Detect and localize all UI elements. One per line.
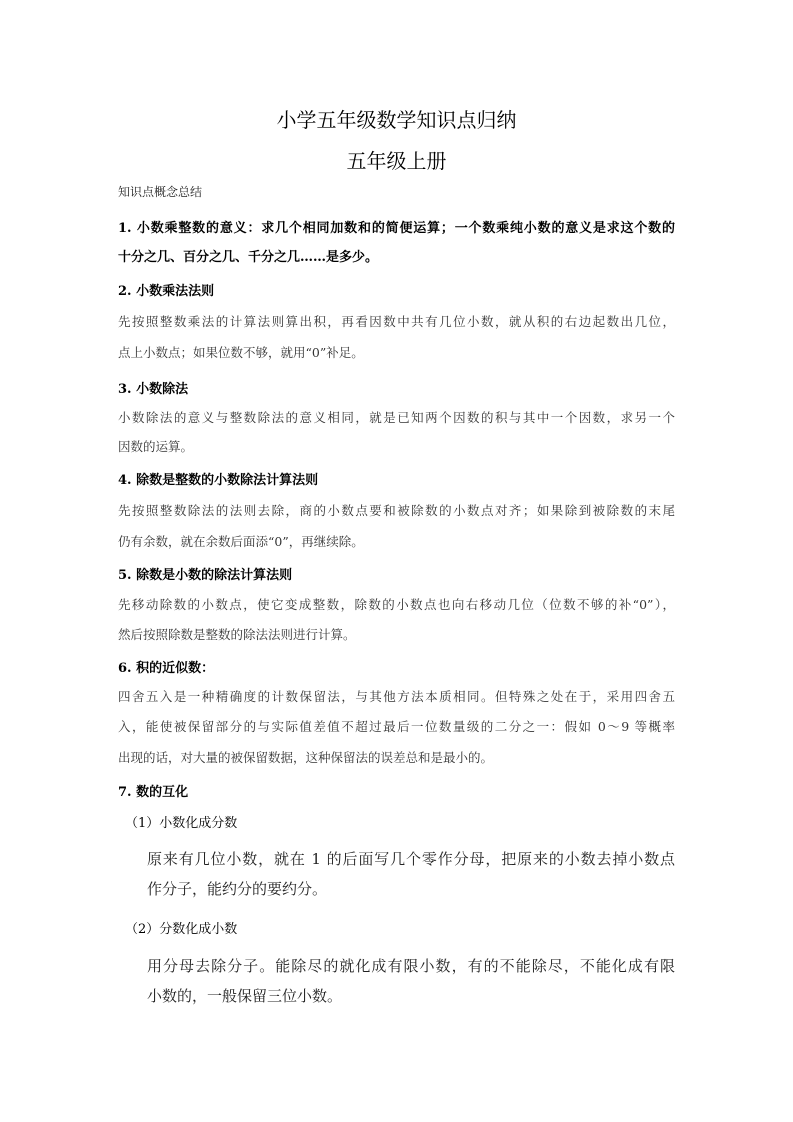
- item-2-heading: 2. 小数乘法法则: [118, 284, 215, 299]
- item-7-heading: 7. 数的互化: [118, 785, 189, 800]
- item-3-line: 因数的运算。: [118, 439, 194, 454]
- item-5-heading: 5. 除数是小数的除法计算法则: [118, 568, 293, 583]
- item-2-line: 点上小数点；如果位数不够，就用“0”补足。: [118, 345, 364, 360]
- section-label: 知识点概念总结: [118, 185, 203, 199]
- item-5-line: 先移动除数的小数点，使它变成整数，除数的小数点也向右移动几位（位数不够的补“0”），: [118, 597, 675, 612]
- item-1-line: 十分之几、百分之几、千分之几……是多少。: [118, 250, 379, 265]
- item-7-sub-1-label: （1）小数化成分数: [125, 816, 238, 831]
- item-7-sub-1-line: 原来有几位小数，就在 1 的后面写几个零作分母，把原来的小数去掉小数点: [147, 850, 675, 868]
- item-4-line: 先按照整数除法的法则去除，商的小数点要和被除数的小数点对齐；如果除到被除数的末尾: [118, 503, 675, 518]
- item-5-line: 然后按照除数是整数的除法法则进行计算。: [118, 627, 356, 642]
- item-7-sub-2-label: （2）分数化成小数: [125, 922, 238, 937]
- item-1-line: 1. 小数乘整数的意义：求几个相同加数和的简便运算；一个数乘纯小数的意义是求这个数的: [118, 221, 675, 236]
- item-7-sub-1-line: 作分子，能约分的要约分。: [147, 880, 328, 898]
- item-6-line: 入，能使被保留部分的与实际值差值不超过最后一位数量级的二分之一：假如 0～9 等概率: [118, 719, 675, 734]
- item-4-line: 仍有余数，就在余数后面添“0”，再继续除。: [118, 534, 364, 549]
- item-6-line: 四舍五入是一种精确度的计数保留法，与其他方法本质相同。但特殊之处在于，采用四舍五: [118, 689, 675, 704]
- item-7-sub-2-line: 小数的，一般保留三位小数。: [147, 987, 343, 1005]
- item-3-heading: 3. 小数除法: [118, 382, 189, 397]
- item-2-line: 先按照整数乘法的计算法则算出积，再看因数中共有几位小数，就从积的右边起数出几位，: [118, 314, 675, 329]
- item-6-heading: 6. 积的近似数：: [118, 661, 215, 676]
- item-4-heading: 4. 除数是整数的小数除法计算法则: [118, 473, 319, 488]
- document-title: 小学五年级数学知识点归纳: [276, 108, 517, 132]
- document-subtitle: 五年级上册: [346, 149, 447, 173]
- item-6-line: 出现的话，对大量的被保留数据，这种保留法的误差总和是最小的。: [118, 750, 494, 765]
- item-3-line: 小数除法的意义与整数除法的意义相同，就是已知两个因数的积与其中一个因数，求另一个: [118, 410, 675, 425]
- item-7-sub-2-line: 用分母去除分子。能除尽的就化成有限小数，有的不能除尽，不能化成有限: [147, 957, 675, 975]
